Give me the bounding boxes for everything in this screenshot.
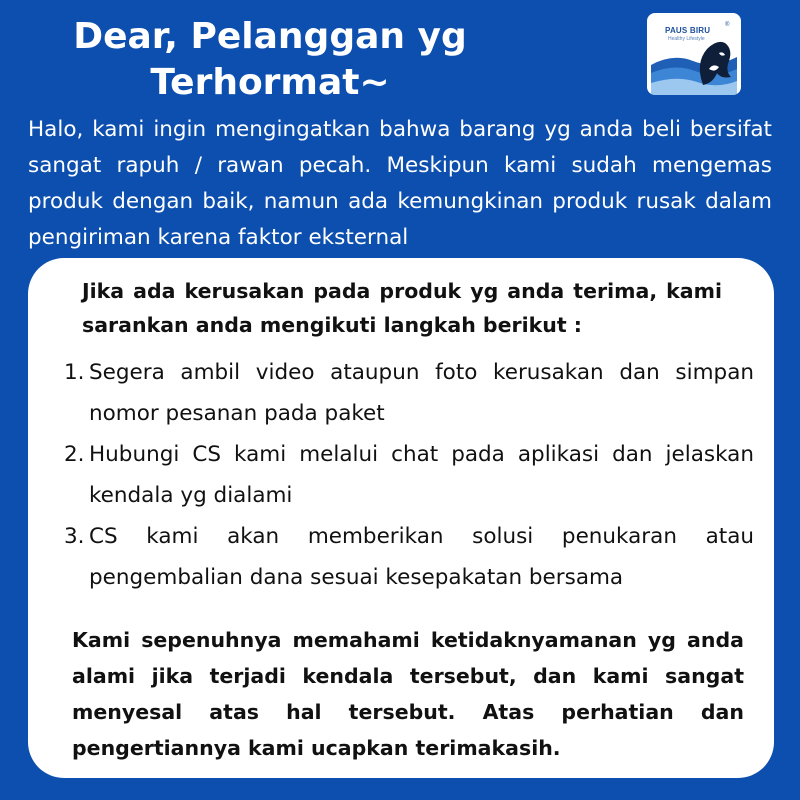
instructions-card: [28, 258, 774, 778]
step-number: 3.: [64, 524, 85, 549]
brand-logo: [647, 13, 741, 95]
title-line-1: Dear, Pelanggan yg: [73, 16, 467, 57]
card-heading: Jika ada kerusakan pada produk yg anda terima, kami sarankan anda mengikuti langkah berikut :: [82, 279, 722, 337]
step-number: 1.: [64, 360, 85, 385]
intro-paragraph: Halo, kami ingin mengingatkan bahwa barang yg anda beli bersifat sangat rapuh / rawan pecah. Meskipun kami sudah mengemas produk dengan baik, namun ada kemungkinan produk rusak dalam pengiriman karena faktor eksternal: [28, 117, 772, 250]
steps-list: [64, 352, 754, 598]
logo-tagline: Healthy Lifestyle: [668, 36, 705, 42]
step-text: Hubungi CS kami melalui chat pada aplikasi dan jelaskan kendala yg dialami: [89, 442, 754, 508]
list-item: [64, 352, 754, 434]
list-item: [64, 516, 754, 598]
page-title: [20, 14, 520, 106]
registered-mark: ®: [725, 22, 730, 28]
step-number: 2.: [64, 442, 85, 467]
list-item: [64, 434, 754, 516]
step-text: Segera ambil video ataupun foto kerusakan dan simpan nomor pesanan pada paket: [89, 360, 754, 426]
closing-paragraph: Kami sepenuhnya memahami ketidaknyamanan yg anda alami jika terjadi kendala tersebut, dan kami sangat menyesal atas hal tersebut. Atas perhatian dan pengertiannya kami ucapkan terimakasih.: [72, 628, 744, 760]
logo-brand-text: PAUS BIRU: [665, 26, 711, 35]
step-text: CS kami akan memberikan solusi penukaran atau pengembalian dana sesuai kesepakatan bersama: [89, 524, 754, 590]
title-line-2: Terhormat~: [150, 62, 390, 103]
